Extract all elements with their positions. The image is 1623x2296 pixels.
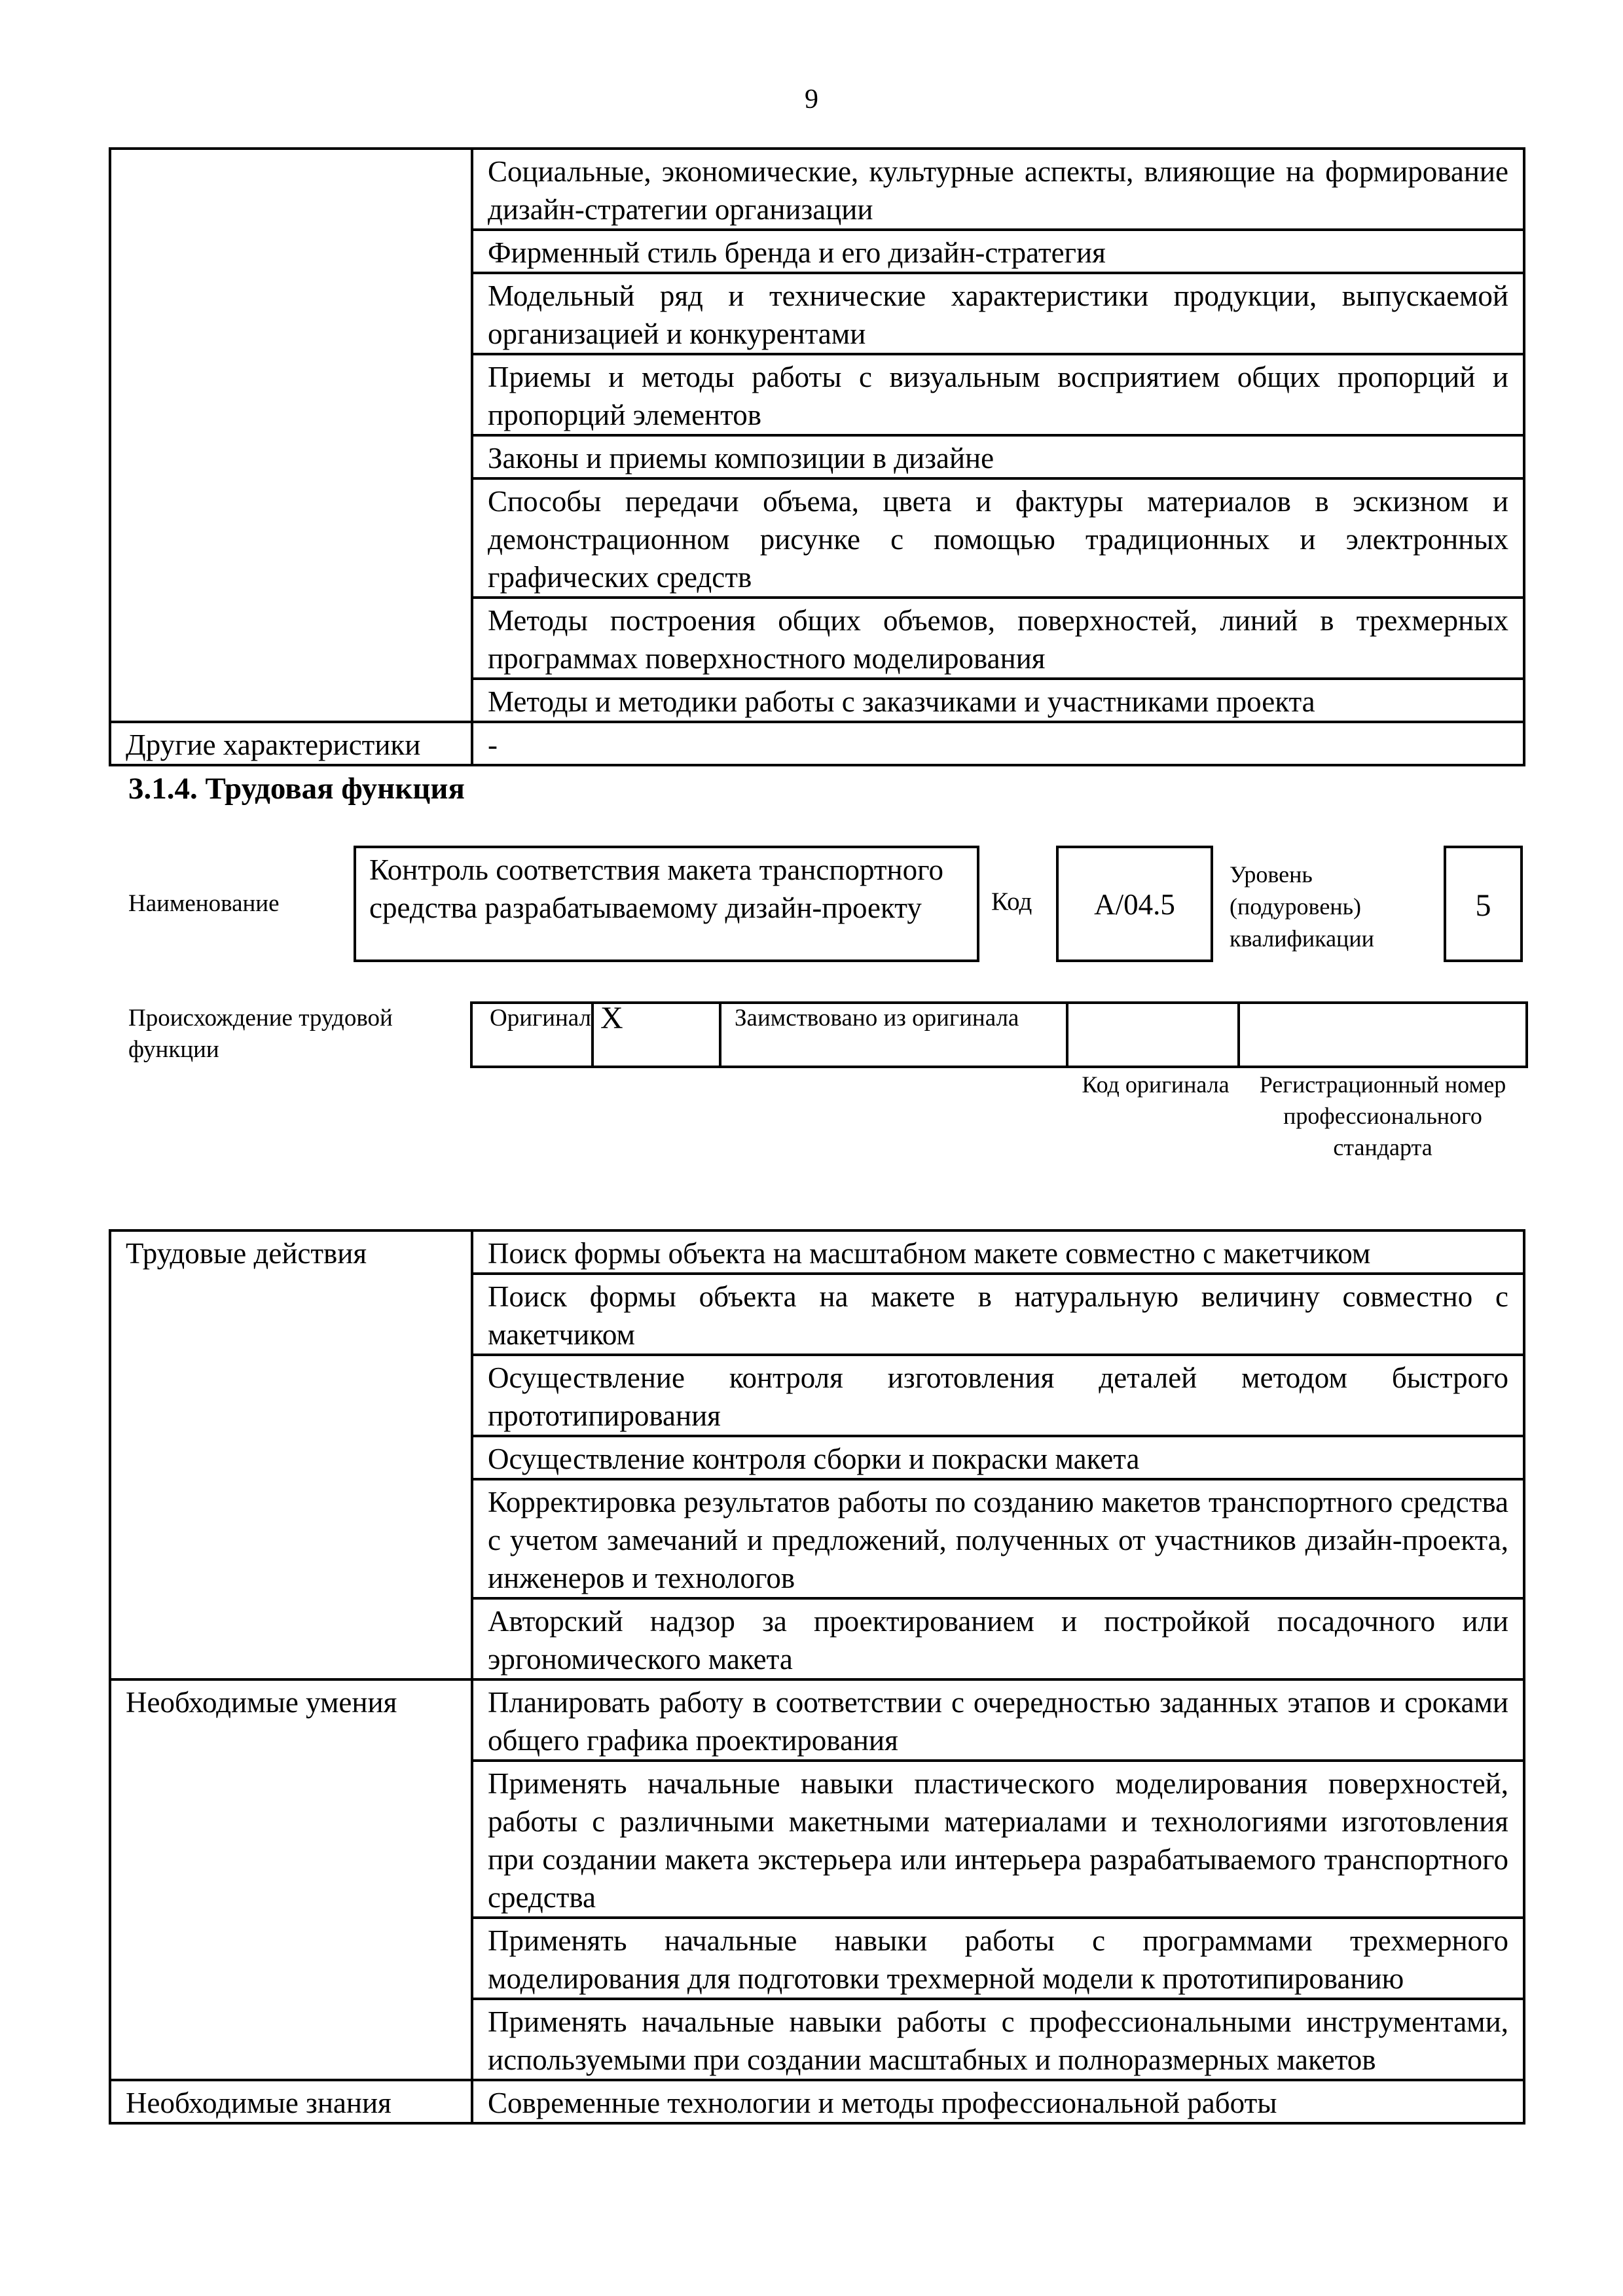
code-value-box: A/04.5 <box>1056 846 1213 962</box>
table-cell: Методы и методики работы с заказчиками и участниками проекта <box>472 679 1524 722</box>
caption-original-code: Код оригинала <box>1082 1071 1230 1098</box>
table-cell: Применять начальные навыки работы с профессиональными инструментами, используемыми при создании масштабных и полноразмерных макетов <box>472 1999 1524 2080</box>
original-label-cell: Оригинал <box>471 1003 593 1067</box>
name-label: Наименование <box>128 890 280 917</box>
table-cell: Способы передачи объема, цвета и фактуры материалов в эскизном и демонстрационном рисунке с помощью традиционных и электронных графических средств <box>472 478 1524 598</box>
table-cell: Поиск формы объекта на масштабном макете совместно с макетчиком <box>472 1230 1524 1274</box>
original-code-cell <box>1067 1003 1239 1067</box>
table-row <box>110 2080 1524 2123</box>
table-cell: Законы и приемы композиции в дизайне <box>472 435 1524 478</box>
qualification-level-box: 5 <box>1444 846 1523 962</box>
origin-table <box>470 1001 1528 1068</box>
table-cell: Приемы и методы работы с визуальным восприятием общих пропорций и пропорций элементов <box>472 354 1524 435</box>
table-row <box>110 149 1524 230</box>
skills-label-cell: Необходимые умения <box>110 1679 472 2080</box>
knowledge-label-cell: Необходимые знания <box>110 2080 472 2123</box>
table-cell: Социальные, экономические, культурные аспекты, влияющие на формирование дизайн-стратегии организации <box>472 149 1524 230</box>
table-cell: Корректировка результатов работы по созданию макетов транспортного средства с учетом замечаний и предложений, полученных от участников дизайн-проекта, инженеров и технологов <box>472 1479 1524 1598</box>
table-cell: Авторский надзор за проектированием и постройкой посадочного или эргономического макета <box>472 1598 1524 1679</box>
table-row <box>110 722 1524 765</box>
origin-label: Происхождение трудовой функции <box>128 1005 393 1063</box>
original-mark-cell: X <box>593 1003 720 1067</box>
code-label: Код <box>991 888 1032 916</box>
qualification-level-label: Уровень (подуровень) квалификации <box>1230 861 1374 952</box>
actions-label-cell: Трудовые действия <box>110 1230 472 1679</box>
other-characteristics-value: - <box>472 722 1524 765</box>
table-row <box>110 1679 1524 1761</box>
knowledge-table-continued <box>109 147 1525 766</box>
function-name-box: Контроль соответствия макета транспортного средства разрабатываемому дизайн-проекту <box>354 846 979 962</box>
page-number: 9 <box>805 84 818 115</box>
table-cell: Планировать работу в соответствии с очередностью заданных этапов и сроками общего графика проектирования <box>472 1679 1524 1761</box>
table-cell: Осуществление контроля изготовления деталей методом быстрого прототипирования <box>472 1355 1524 1436</box>
empty-label-cell <box>110 149 472 722</box>
table-cell: Методы построения общих объемов, поверхностей, линий в трехмерных программах поверхностного моделирования <box>472 598 1524 679</box>
registration-number-cell <box>1239 1003 1527 1067</box>
table-cell: Осуществление контроля сборки и покраски макета <box>472 1436 1524 1479</box>
table-cell: Поиск формы объекта на макете в натуральную величину совместно с макетчиком <box>472 1274 1524 1355</box>
section-heading: 3.1.4. Трудовая функция <box>128 772 465 806</box>
borrowed-label-cell: Заимствовано из оригинала <box>720 1003 1067 1067</box>
table-cell: Применять начальные навыки работы с программами трехмерного моделирования для подготовки трехмерной модели к прототипированию <box>472 1918 1524 1999</box>
labor-function-table <box>109 1229 1525 2125</box>
table-cell: Применять начальные навыки пластического моделирования поверхностей, работы с различными макетными материалами и технологиями изготовления при создании макета экстерьера или интерьера разрабатываемого транспортного средства <box>472 1761 1524 1918</box>
table-cell: Модельный ряд и технические характеристики продукции, выпускаемой организацией и конкурентами <box>472 273 1524 354</box>
other-characteristics-label: Другие характеристики <box>110 722 472 765</box>
table-row <box>471 1003 1527 1067</box>
caption-registration-number: Регистрационный номер профессионального стандарта <box>1259 1071 1506 1160</box>
table-cell: Фирменный стиль бренда и его дизайн-стратегия <box>472 230 1524 273</box>
table-cell: Современные технологии и методы профессиональной работы <box>472 2080 1524 2123</box>
table-row <box>110 1230 1524 1274</box>
